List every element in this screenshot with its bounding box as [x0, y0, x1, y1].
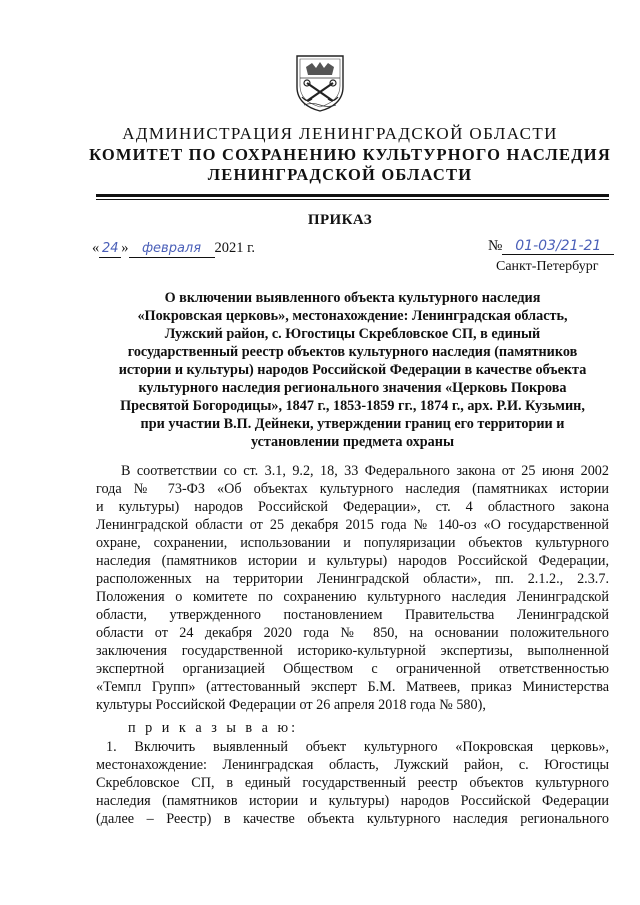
- header-divider-thin: [96, 199, 609, 200]
- body-line: В соответствии со ст. 3.1, 9.2, 18, 33 Федерального закона от 25 июня 2002: [121, 463, 609, 479]
- order-item-1: [96, 738, 609, 828]
- org-name-line-2: КОМИТЕТ ПО СОХРАНЕНИЮ КУЛЬТУРНОГО НАСЛЕДИЯ: [89, 145, 611, 164]
- body-line: экспертной организацией Обществом с ограниченной ответственностью: [96, 661, 609, 677]
- subject-line: установлении предмета охраны: [250, 434, 455, 450]
- item-line: Скребловское СП, в единый государственный реестр объектов культурного: [96, 775, 609, 791]
- body-line: культуры Российской Федерации от 26 апреля 2018 года № 580),: [96, 697, 486, 713]
- header-divider-thick: [96, 194, 609, 197]
- subject-line: истории и культуры) народов Российской Федерации в качестве объекта: [118, 362, 587, 378]
- date-close-quote: »: [121, 240, 129, 256]
- subject-line: государственный реестр объектов культурного наследия (памятников: [127, 344, 578, 360]
- body-line: года № 73-ФЗ «Об объектах культурного наследия (памятниках истории: [96, 481, 609, 497]
- number-label: №: [488, 238, 503, 254]
- date-day-handwritten: 24: [99, 241, 121, 258]
- org-name-line-3: ЛЕНИНГРАДСКОЙ ОБЛАСТИ: [207, 165, 473, 184]
- subject-line: при участии В.П. Дейнеки, утверждении границ его территории и: [140, 416, 565, 432]
- body-line: области, утвержденного постановлением Правительства Ленинградской: [96, 607, 609, 623]
- body-line: Ленинградской области от 25 декабря 2015 года № 140-оз «О государственной: [96, 517, 609, 533]
- document-number: [488, 238, 614, 255]
- order-keyword: п р и к а з ы в а ю:: [128, 720, 299, 736]
- body-line: и культуры) народов Российской Федерации», ст. 4 областного закона: [96, 499, 609, 515]
- body-line: Положения о комитете по сохранению культурного наследия Ленинградской: [96, 589, 609, 605]
- subject-line: культурного наследия регионального значения «Церковь Покрова: [138, 380, 567, 396]
- number-value-handwritten: 01-03/21-21: [502, 238, 614, 255]
- body-line: заключения государственной историко-культурной экспертизы, выполненной: [96, 643, 609, 659]
- document-city: Санкт-Петербург: [496, 259, 599, 274]
- document-type-title: ПРИКАЗ: [307, 212, 373, 228]
- body-line: расположенных на территории Ленинградской области», пп. 2.1.2., 2.3.7.: [96, 571, 609, 587]
- subject-line: О включении выявленного объекта культурного наследия: [164, 290, 541, 306]
- item-line: наследия (памятников истории и культуры) народов Российской Федерации: [96, 793, 609, 809]
- item-line: 1. Включить выявленный объект культурного «Покровская церковь»,: [106, 739, 609, 755]
- subject-line: Пресвятой Богородицы», 1847 г., 1853-1859 гг., 1874 г., арх. Р.И. Кузьмин,: [120, 398, 585, 414]
- subject-line: «Покровская церковь», местонахождение: Ленинградская область,: [137, 308, 568, 324]
- document-date: [92, 240, 255, 258]
- date-open-quote: «: [92, 240, 100, 256]
- coat-of-arms-icon: [294, 53, 346, 113]
- preamble-paragraph: [96, 462, 609, 714]
- subject-line: Лужский район, с. Югостицы Скребловское СП, в единый: [164, 326, 541, 342]
- date-month-handwritten: февраля: [129, 241, 215, 258]
- body-line: охране, сохранении, использовании и популяризации объектов культурного: [96, 535, 609, 551]
- item-line: (далее – Реестр) в качестве объекта культурного наследия регионального: [96, 811, 609, 827]
- body-line: наследия (памятников истории и культуры) народов Российской Федерации,: [96, 553, 609, 569]
- body-line: «Темпл Групп» (аттестованный эксперт Б.М. Матвеев, приказ Министерства: [96, 679, 609, 695]
- item-line: местонахождение: Ленинградская область, Лужский район, с. Югостицы: [96, 757, 609, 773]
- document-subject: [96, 289, 609, 451]
- body-line: области от 24 декабря 2020 года № 850, на основании положительного: [96, 625, 609, 641]
- date-year: 2021 г.: [214, 240, 256, 256]
- org-name-line-1: АДМИНИСТРАЦИЯ ЛЕНИНГРАДСКОЙ ОБЛАСТИ: [122, 124, 558, 143]
